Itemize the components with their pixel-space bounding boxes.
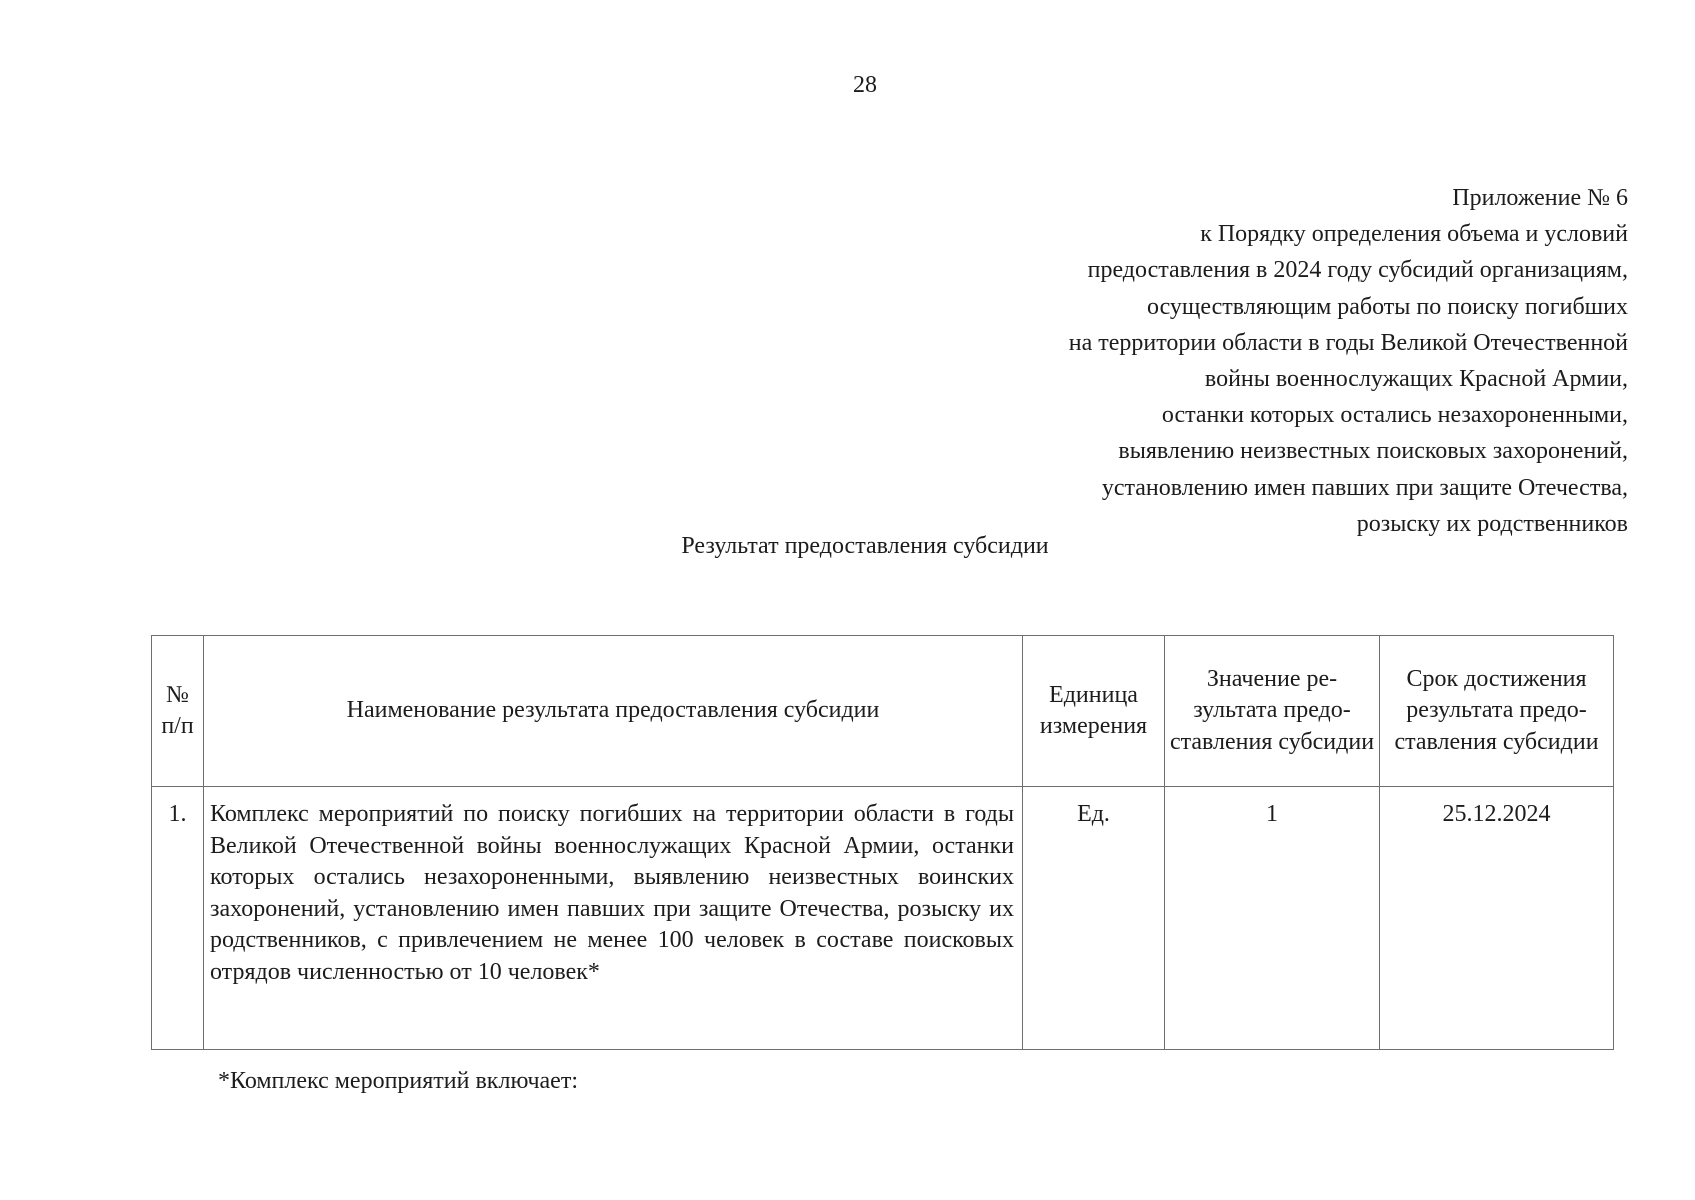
appendix-line: предоставления в 2024 году субсидий организациям,	[1087, 257, 1628, 284]
header-unit: Единица измерения	[1023, 636, 1165, 787]
table-header-row	[152, 636, 1614, 787]
cell-value: 1	[1165, 787, 1380, 1050]
appendix-header	[828, 180, 1628, 542]
appendix-line: осуществляющим работы по поиску погибших	[1146, 293, 1628, 320]
header-value: Значение результата предоставления субсидии	[1165, 636, 1380, 787]
cell-number: 1.	[152, 787, 204, 1050]
appendix-line: останки которых остались незахороненными,	[1161, 402, 1628, 429]
appendix-line: Приложение № 6	[1452, 185, 1628, 211]
appendix-line: к Порядку определения объема и условий	[1200, 221, 1628, 248]
page-number: 28	[853, 72, 877, 98]
results-table	[151, 635, 1614, 1050]
header-result-name: Наименование результата предоставления субсидии	[204, 636, 1023, 787]
cell-result-name: Комплекс мероприятий по поиску погибших на территории области в годы Великой Отечественной войны военнослужащих Красной Армии, останки которых остались незахороненными, выявлению неизвестных воинских захоронений, установлению имен павших при защите Отечества, розыску их родственников, с привлечением не менее 100 человек в составе поисковых отрядов численностью от 10 человек*	[204, 787, 1023, 1050]
appendix-line: установлению имен павших при защите Отечества,	[1101, 474, 1628, 501]
table-row	[152, 787, 1614, 1050]
footnote: *Комплекс мероприятий включает:	[218, 1068, 578, 1094]
cell-unit: Ед.	[1023, 787, 1165, 1050]
document-title: Результат предоставления субсидии	[681, 533, 1049, 559]
appendix-line: розыску их родственников	[1356, 510, 1628, 537]
header-number: № п/п	[152, 636, 204, 787]
appendix-line: войны военнослужащих Красной Армии,	[1204, 366, 1628, 393]
appendix-line: на территории области в годы Великой Отечественной	[1068, 329, 1628, 356]
header-deadline: Срок достижения результата предоставления субсидии	[1380, 636, 1614, 787]
appendix-line: выявлению неизвестных поисковых захоронений,	[1118, 438, 1628, 465]
cell-deadline: 25.12.2024	[1380, 787, 1614, 1050]
